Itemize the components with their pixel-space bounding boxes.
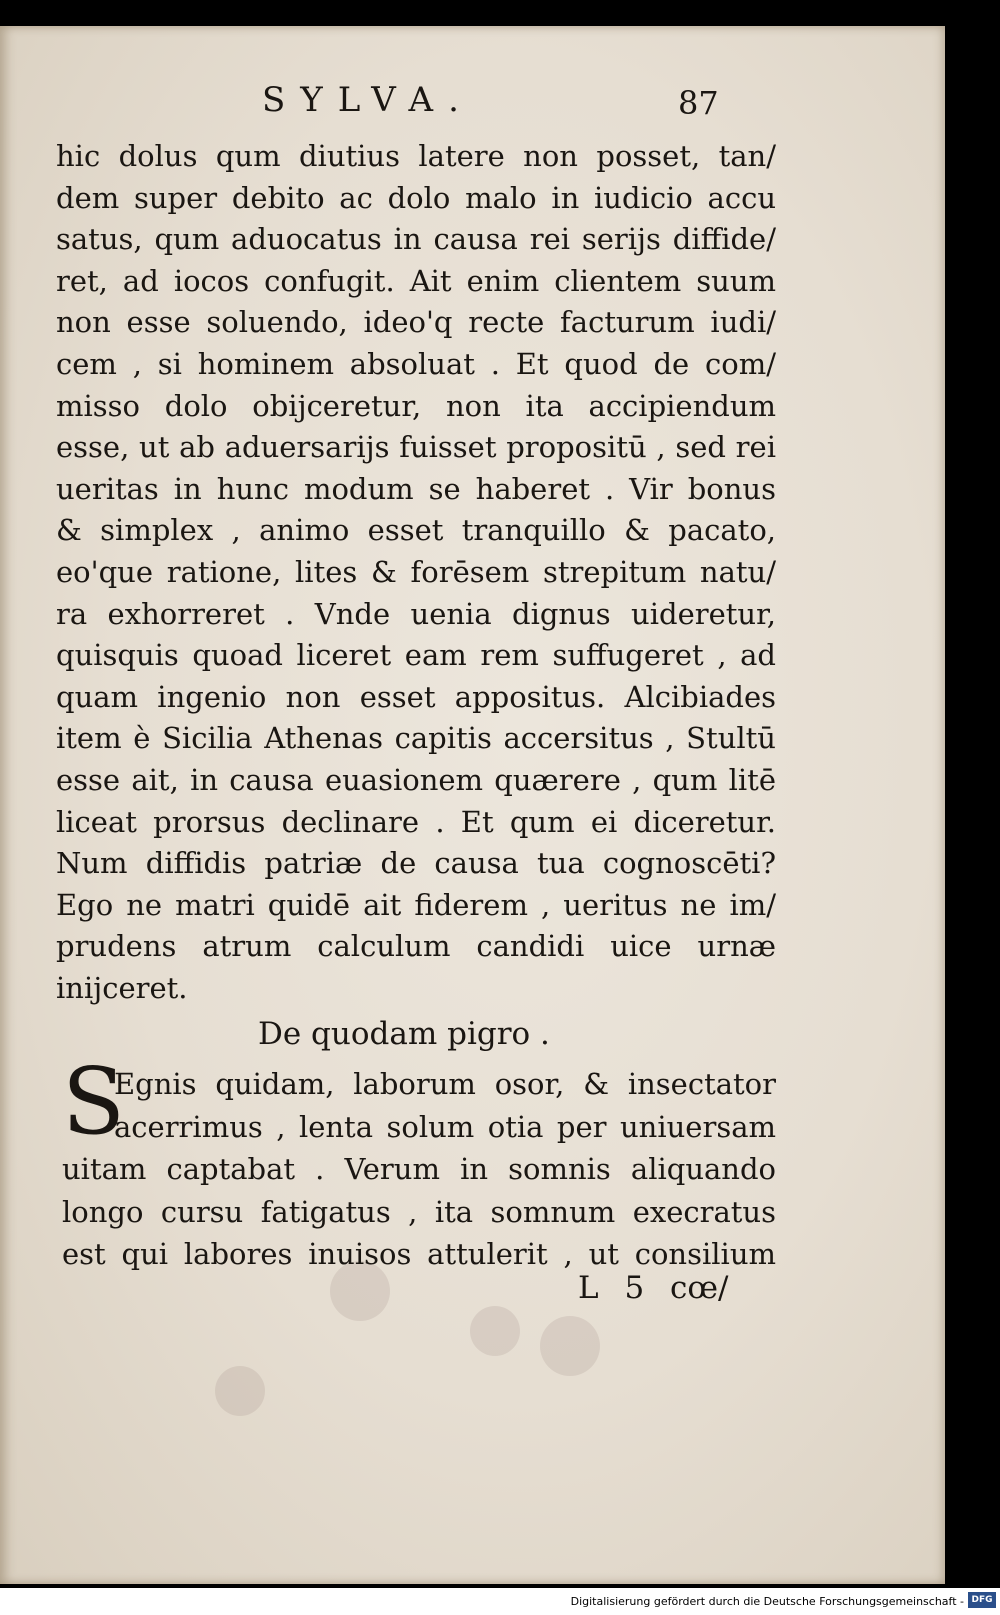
paper-stain xyxy=(215,1366,265,1416)
text-line: eo'que ratione, lites & forēsem strepitum natu/ xyxy=(56,554,776,589)
text-line: ra exhorreret . Vnde uenia dignus uideretur, xyxy=(56,596,776,631)
text-line: non esse soluendo, ideo'q recte facturum iudi/ xyxy=(56,305,776,340)
footer-credit: Digitalisierung gefördert durch die Deutsche Forschungsgemeinschaft - xyxy=(570,1595,964,1608)
catchword: L 5 cœ/ xyxy=(578,1270,729,1306)
second-paragraph xyxy=(62,1063,776,1276)
running-title: SYLVA. xyxy=(262,80,474,120)
drop-cap: S xyxy=(62,1048,126,1155)
paper-stain xyxy=(470,1306,520,1356)
text-line: inijceret. xyxy=(56,970,188,1005)
text-line: acerrimus , lenta solum otia per uniuersam xyxy=(114,1109,776,1144)
text-line: prudens atrum calculum candidi uice urnæ xyxy=(56,929,776,964)
text-line: esse ait, in causa euasionem quærere , qum litē xyxy=(56,762,776,797)
text-line: uitam captabat . Verum in somnis aliquando xyxy=(62,1152,776,1187)
text-line: Num diffidis patriæ de causa tua cognoscēti? xyxy=(56,846,776,881)
text-line: longo cursu fatigatus , ita somnum execratus xyxy=(62,1194,776,1229)
text-line: Ego ne matri quidē ait fiderem , ueritus ne im/ xyxy=(56,887,776,922)
page-header xyxy=(0,80,945,130)
text-line: & simplex , animo esset tranquillo & pacato, xyxy=(56,513,776,548)
paper-stain xyxy=(540,1316,600,1376)
text-line: dem super debito ac dolo malo in iudicio accu xyxy=(56,180,776,215)
text-line: est qui labores inuisos attulerit , ut consilium xyxy=(62,1237,776,1272)
text-line: esse, ut ab aduersarijs fuisset propositū , sed rei xyxy=(56,430,776,465)
text-line: cem , si hominem absoluat . Et quod de com/ xyxy=(56,346,776,381)
text-line: item è Sicilia Athenas capitis accersitus , Stultū xyxy=(56,721,776,756)
section-heading: De quodam pigro . xyxy=(258,1016,550,1052)
main-text-block xyxy=(56,136,776,1009)
page-number: 87 xyxy=(678,84,719,122)
text-line: quam ingenio non esset appositus. Alcibiades xyxy=(56,679,776,714)
text-line: ret, ad iocos confugit. Ait enim clientem suum xyxy=(56,263,776,298)
text-line: satus, qum aduocatus in causa rei serijs diffide/ xyxy=(56,222,776,257)
text-line: misso dolo obijceretur, non ita accipiendum xyxy=(56,388,776,423)
text-line: ueritas in hunc modum se haberet . Vir bonus xyxy=(56,471,776,506)
dfg-logo-icon: DFG xyxy=(968,1592,996,1608)
text-line: Egnis quidam, laborum osor, & insectator xyxy=(114,1067,776,1101)
text-line: liceat prorsus declinare . Et qum ei diceretur. xyxy=(56,804,776,839)
text-line: quisquis quoad liceret eam rem suffugeret , ad xyxy=(56,638,776,673)
text-line: hic dolus qum diutius latere non posset, tan/ xyxy=(56,139,776,173)
